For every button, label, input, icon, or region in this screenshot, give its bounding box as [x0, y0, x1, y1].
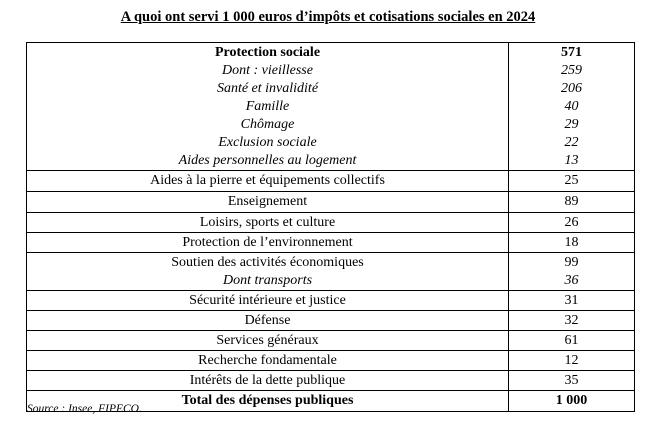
row-value: 571: [509, 43, 635, 63]
table-row: [27, 371, 635, 391]
table-row: [27, 171, 635, 192]
row-value: 31: [509, 291, 635, 311]
row-label: Dont : vieillesse: [27, 62, 509, 80]
row-value: 35: [509, 371, 635, 391]
table-title: A quoi ont servi 1 000 euros d’impôts et cotisations sociales en 2024: [120, 9, 536, 25]
table-row: [27, 134, 635, 152]
table-row: [27, 311, 635, 331]
row-value: 40: [509, 98, 635, 116]
row-value: 26: [509, 213, 635, 233]
row-label: Exclusion sociale: [27, 134, 509, 152]
row-value: 32: [509, 311, 635, 331]
row-label: Dont transports: [27, 272, 509, 291]
row-label: Chômage: [27, 116, 509, 134]
table-row: [27, 351, 635, 371]
table-row: [27, 98, 635, 116]
row-value: 22: [509, 134, 635, 152]
row-label: Protection sociale: [27, 43, 509, 63]
table-row: [27, 272, 635, 291]
row-value: 99: [509, 253, 635, 273]
table-row: [27, 152, 635, 171]
row-label: Enseignement: [27, 192, 509, 213]
row-value: 259: [509, 62, 635, 80]
table-row: [27, 43, 635, 63]
row-value: 29: [509, 116, 635, 134]
row-label: Loisirs, sports et culture: [27, 213, 509, 233]
row-value: 18: [509, 233, 635, 253]
table-row: [27, 116, 635, 134]
row-label: Famille: [27, 98, 509, 116]
row-label: Services généraux: [27, 331, 509, 351]
row-value: 206: [509, 80, 635, 98]
row-label: Aides à la pierre et équipements collectifs: [27, 171, 509, 192]
table-row: [27, 80, 635, 98]
source-note: Source : Insee, FIPECO.: [27, 403, 142, 415]
table-row: [27, 192, 635, 213]
row-label: Aides personnelles au logement: [27, 152, 509, 171]
row-label: Défense: [27, 311, 509, 331]
row-label: Protection de l’environnement: [27, 233, 509, 253]
row-value: 25: [509, 171, 635, 192]
row-label: Soutien des activités économiques: [27, 253, 509, 273]
row-value: 13: [509, 152, 635, 171]
table-row: [27, 291, 635, 311]
table-row: [27, 62, 635, 80]
table-row: [27, 331, 635, 351]
row-value: 36: [509, 272, 635, 291]
table-row: [27, 253, 635, 273]
table-row: [27, 213, 635, 233]
row-label: Sécurité intérieure et justice: [27, 291, 509, 311]
row-label: Intérêts de la dette publique: [27, 371, 509, 391]
row-value: 89: [509, 192, 635, 213]
row-label: Santé et invalidité: [27, 80, 509, 98]
table-row: [27, 233, 635, 253]
total-label: Total des dépenses publiques: [27, 391, 509, 412]
row-value: 61: [509, 331, 635, 351]
row-label: Recherche fondamentale: [27, 351, 509, 371]
row-value: 12: [509, 351, 635, 371]
total-value: 1 000: [509, 391, 635, 412]
spending-table: [26, 42, 635, 412]
